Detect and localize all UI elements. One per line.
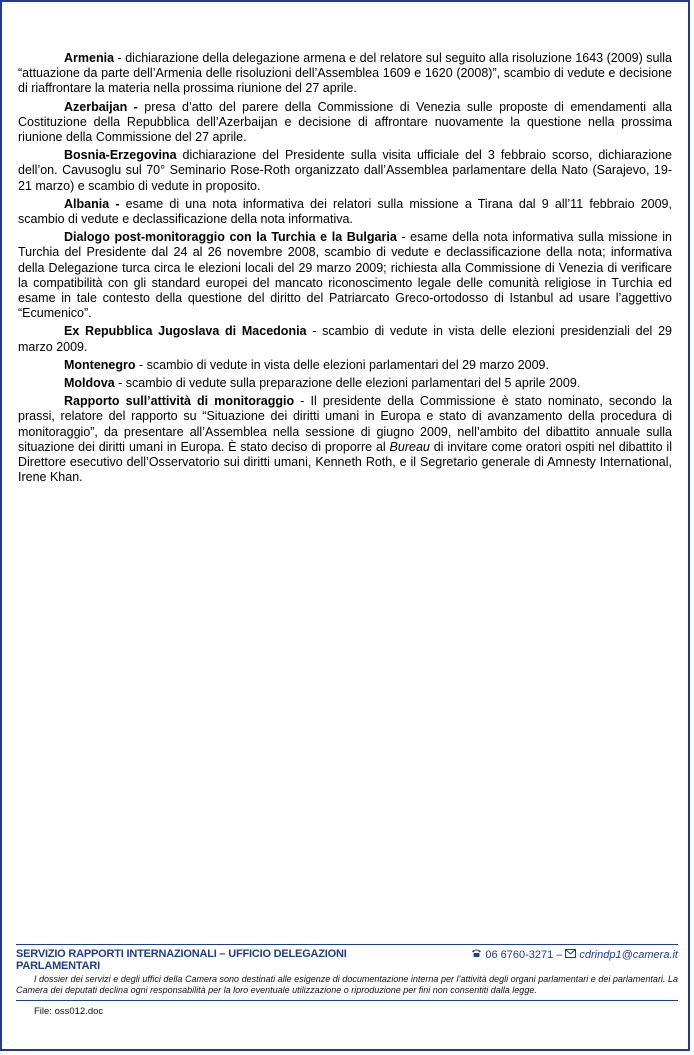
paragraph-title: Ex Repubblica Jugoslava di Macedonia	[64, 324, 307, 339]
disclaimer-text: I dossier dei servizi e degli uffici della Camera sono destinati alle esigenze di documentazione interna per l’attività degli organi parlamentari e dei parlamentari. La Camera dei deputati declina ogni responsabilità per la loro eventuale utilizzazione o riproduzione per fini non consentiti dalla legge.	[16, 974, 678, 995]
paragraph-dialogo	[18, 230, 672, 321]
paragraph-title: Montenegro	[64, 357, 136, 372]
paragraph-text: - scambio di vedute in vista delle elezioni presidenziali del 29 marzo 2009.	[18, 324, 672, 354]
paragraph-text: presa d’atto del parere della Commissione di Venezia sulle proposte di emendamenti alla Costituzione della Repubblica dell’Azerbaijan e decisione di affrontare nuovamente la questione nella prossima riunione della Commissione del 27 aprile.	[18, 99, 672, 145]
email-link[interactable]: cdrindp1@camera.it	[579, 948, 678, 961]
paragraph-rapporto	[18, 394, 672, 485]
page-footer	[16, 944, 678, 1017]
paragraph-title: Albania -	[64, 196, 120, 211]
paragraph-bosnia	[18, 148, 672, 194]
paragraph-albania	[18, 197, 672, 227]
document-body	[18, 51, 672, 488]
paragraph-moldova	[18, 376, 672, 391]
paragraph-armenia	[18, 51, 672, 97]
paragraph-italic: Bureau	[389, 439, 430, 454]
paragraph-title: Armenia	[64, 51, 115, 65]
paragraph-text: dichiarazione del Presidente sulla visita ufficiale del 3 febbraio scorso, dichiarazione dell’on. Cavusoglu sul 70° Seminario Rose-Roth organizzato dall’Assemblea parlamentare della Nato (Sarajevo, 19-21 marzo) e scambio di vedute in proposito.	[18, 148, 672, 193]
paragraph-macedonia	[18, 324, 672, 354]
telephone-icon	[471, 948, 482, 961]
paragraph-title: Moldova	[64, 376, 115, 391]
office-name: SERVIZIO RAPPORTI INTERNAZIONALI – UFFICIO DELEGAZIONI PARLAMENTARI	[16, 948, 347, 972]
contact-info	[471, 948, 678, 961]
phone-number: 06 6760-3271	[485, 948, 554, 961]
file-name: File: oss012.doc	[34, 1006, 104, 1017]
paragraph-text: - scambio di vedute in vista delle elezioni parlamentari del 29 marzo 2009.	[135, 357, 549, 372]
paragraph-montenegro	[18, 358, 672, 373]
paragraph-title: Bosnia-Erzegovina	[64, 148, 177, 163]
footer-header	[16, 948, 678, 972]
paragraph-text: - scambio di vedute sulla preparazione delle elezioni parlamentari del 5 aprile 2009.	[114, 376, 581, 391]
paragraph-title: Azerbaijan -	[64, 99, 138, 114]
envelope-icon	[565, 949, 576, 961]
paragraph-title: Dialogo post-monitoraggio con la Turchia e la Bulgaria	[64, 230, 397, 245]
paragraph-title: Rapporto sull’attività di monitoraggio	[64, 394, 295, 409]
paragraph-text: - Il presidente della Commissione è stato nominato, secondo la prassi, relatore del rapporto su “Situazione dei diritti umani in Europa e stato di avanzamento della procedura di monitoraggio”, da presentare all’Assemblea nella sessione di giugno 2009, nell’ambito del dibattito annuale sulla situazione dei diritti umani in Europa. È stato deciso di proporre al	[18, 394, 672, 454]
contact-separator: –	[556, 948, 563, 961]
paragraph-text: - dichiarazione della delegazione armena e del relatore sul seguito alla risoluzione 1643 (2009) sulla “attuazione da parte dell’Armenia delle risoluzioni dell’Assemblea 1609 e 1620 (2008)”, scambio di vedute e decisione di riaffrontare la materia nella prossima riunione del 27 aprile.	[18, 51, 672, 96]
paragraph-azerbaijan	[18, 100, 672, 146]
paragraph-text-end: di invitare come oratori ospiti nel dibattito il Direttore esecutivo dell’Osservatorio sui diritti umani, Kenneth Roth, e il Segretario generale di Amnesty International, Irene Khan.	[18, 439, 672, 485]
paragraph-text: - esame della nota informativa sulla missione in Turchia del Presidente dal 24 al 26 novembre 2008, scambio di vedute e declassificazione della nota; informativa della Delegazione turca circa le elezioni locali del 29 marzo 2009; richiesta alla Commissione di Venezia di verificare la compatibilità con gli standard europei del mancato riconoscimento legale delle comunità religiose in Turchia ed esame in tale contesto della questione del diritto del Patriarcato Greco-ortodosso di Istanbul ad usare l’aggettivo “Ecumenico”.	[18, 230, 672, 321]
paragraph-text: esame di una nota informativa dei relatori sulla missione a Tirana dal 9 all’11 febbraio 2009, scambio di vedute e declassificazione della nota informativa.	[18, 196, 672, 227]
footer-divider	[16, 1000, 678, 1001]
